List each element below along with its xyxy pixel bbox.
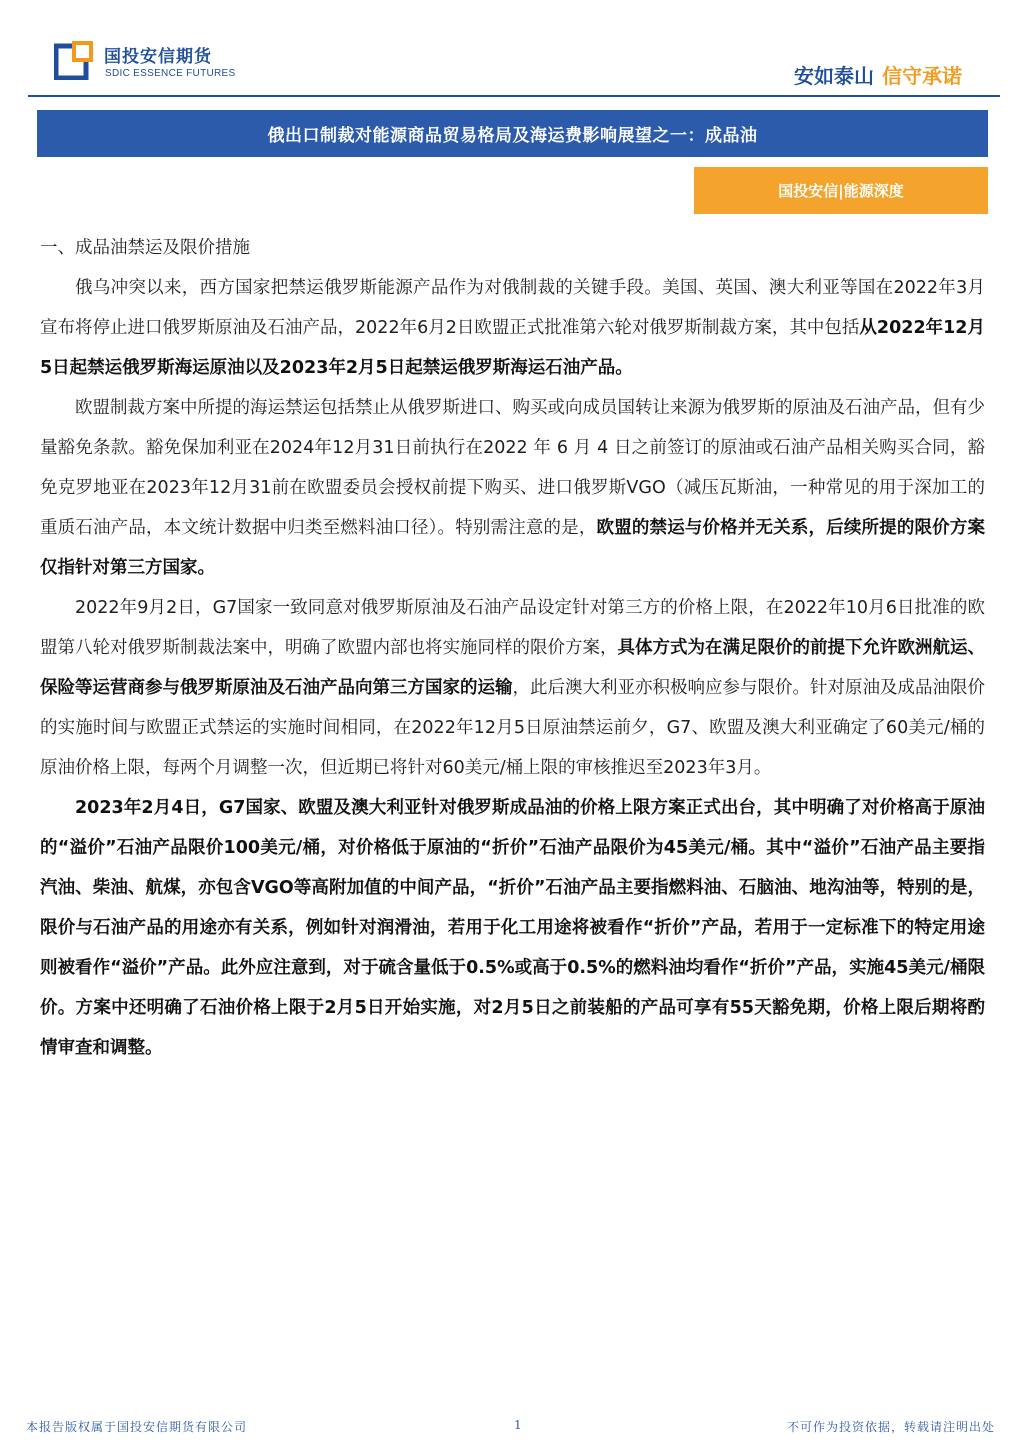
disclaimer-note: 不可作为投资依据，转载请注明出处 — [786, 1420, 995, 1434]
paragraph-1 — [40, 268, 985, 388]
section-heading: 一、成品油禁运及限价措施 — [40, 238, 250, 258]
page-header — [0, 0, 1025, 100]
paragraph-3-text-end: ，此后澳大利亚亦积极响应参与限价。针对原油及成品油限价的实施时间与欧盟正式禁运的实施时间相同，在2022年12月5日原油禁运前夕，G7、欧盟及澳大利亚确定了60美元/桶的原油价格上限，每两个月调整一次，但近期已将针对60美元/桶上限的审核推迟至2023年3月。 — [40, 678, 985, 778]
page-footer — [0, 1412, 1025, 1442]
header-divider — [28, 95, 1000, 97]
slogan-part-1: 安如泰山 — [794, 64, 874, 88]
slogan-part-2: 信守承诺 — [882, 64, 962, 88]
paragraph-4: 2023年2月4日，G7国家、欧盟及澳大利亚针对俄罗斯成品油的价格上限方案正式出台，其中明确了对价格高于原油的“溢价”石油产品限价100美元/桶，对价格低于原油的“折价”石油产品限价为45美元/桶。其中“溢价”石油产品主要指汽油、柴油、航煤，亦包含VGO等高附加值的中间产品，“折价”石油产品主要指燃料油、石脑油、地沟油等，特别的是，限价与石油产品的用途亦有关系，例如针对润滑油，若用于化工用途将被看作“折价”产品，若用于一定标准下的特定用途则被看作“溢价”产品。此外应注意到，对于硫含量低于0.5%或高于0.5%的燃料油均看作“折价”产品，实施45美元/桶限价。方案中还明确了石油价格上限于2月5日开始实施，对2月5日之前装船的产品可享有55天豁免期，价格上限后期将酌情审查和调整。 — [40, 798, 985, 1058]
paragraph-2-text: 欧盟制裁方案中所提的海运禁运包括禁止从俄罗斯进口、购买或向成员国转让来源为俄罗斯的原油及石油产品，但有少量豁免条款。豁免保加利亚在2024年12月31日前执行在2022 年 6 月 4 日之前签订的原油或石油产品相关购买合同，豁免克罗地亚在2023年12月31前在欧盟委员会授权前提下购买、进口俄罗斯VGO（减压瓦斯油，一种常见的用于深加工的重质石油产品，本文统计数据中归类至燃料油口径）。特别需注意的是， — [40, 398, 985, 538]
paragraph-3-text: 2022年9月2日，G7国家一致同意对俄罗斯原油及石油产品设定针对第三方的价格上限，在2022年10月6日批准的欧盟第八轮对俄罗斯制裁法案中，明确了欧盟内部也将实施同样的限价方案， — [40, 598, 985, 658]
company-name-en: SDIC ESSENCE FUTURES — [105, 68, 236, 79]
page-number: 1 — [514, 1418, 522, 1432]
paragraph-2 — [40, 388, 985, 588]
paragraph-2-emphasis: 欧盟的禁运与价格并无关系，后续所提的限价方案仅指针对第三方国家。 — [40, 518, 985, 578]
paragraph-3 — [40, 588, 985, 788]
company-logo-icon — [54, 40, 94, 80]
slogan — [794, 60, 962, 89]
copyright-note: 本报告版权属于国投安信期货有限公司 — [26, 1420, 248, 1434]
report-body — [40, 228, 985, 1068]
paragraph-3-emphasis: 具体方式为在满足限价的前提下允许欧洲航运、保险等运营商参与俄罗斯原油及石油产品向第三方国家的运输 — [40, 638, 985, 698]
company-name-cn: 国投安信期货 — [104, 47, 212, 67]
report-title: 俄出口制裁对能源商品贸易格局及海运费影响展望之一：成品油 — [37, 110, 988, 157]
paragraph-1-text: 俄乌冲突以来，西方国家把禁运俄罗斯能源产品作为对俄制裁的关键手段。美国、英国、澳大利亚等国在2022年3月宣布将停止进口俄罗斯原油及石油产品，2022年6月2日欧盟正式批准第六轮对俄罗斯制裁方案，其中包括 — [40, 278, 985, 338]
paragraph-1-emphasis: 从2022年12月5日起禁运俄罗斯海运原油以及2023年2月5日起禁运俄罗斯海运石油产品。 — [40, 318, 985, 378]
report-category-tag: 国投安信|能源深度 — [694, 167, 988, 214]
